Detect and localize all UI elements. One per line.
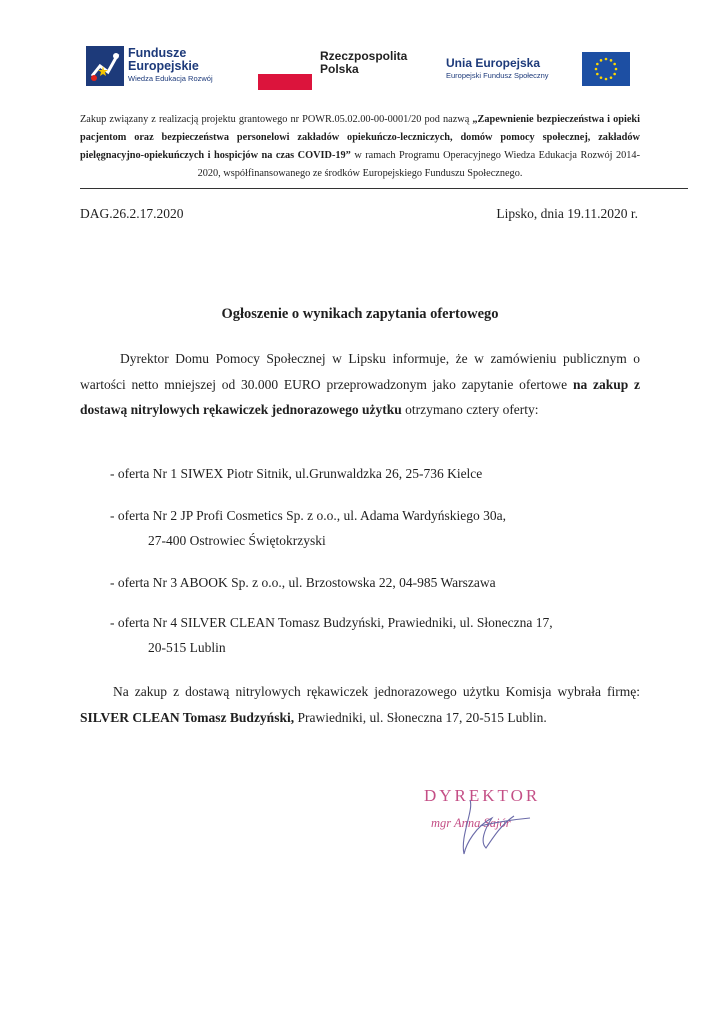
eu-star-icon — [605, 58, 608, 61]
rzeczpospolita-polska-logo — [258, 50, 418, 94]
rp-logo-line1: Rzeczpospolita — [320, 49, 408, 63]
fundusze-europejskie-logo — [86, 44, 236, 94]
notice-project-name: „Zapewnienie bezpieczeństwa i opieki pacjentom oraz bezpieczeństwa personelowi zakładów opiekuńczo-leczniczych, domów pomocy społecznej, zakładów pielęgnacyjno-opiekuńczych i hospicjów na czas COVID-19” — [80, 114, 640, 161]
eu-star-icon — [595, 68, 598, 71]
polish-flag-icon — [258, 74, 312, 90]
unia-europejska-logo — [446, 52, 631, 98]
fe-star-icon — [86, 46, 124, 86]
decision-text-1: Na zakup z dostawą nitrylowych rękawiczek jednorazowego użytku Komisja wybrała firmę: — [113, 684, 640, 699]
intro-subject: na zakup z dostawą nitrylowych rękawiczek jednorazowego użytku — [80, 376, 640, 417]
eu-star-icon — [610, 59, 613, 62]
list-item — [110, 570, 636, 595]
fe-logo-line1: Fundusze — [128, 46, 187, 60]
reference-number: DAG.26.2.17.2020 — [80, 206, 184, 221]
list-item — [110, 503, 636, 553]
fe-logo-line3: Wiedza Edukacja Rozwój — [128, 74, 213, 83]
decision-paragraph — [80, 679, 640, 730]
offer-3-line1: - oferta Nr 3 ABOOK Sp. z o.o., ul. Brzostowska 22, 04-985 Warszawa — [110, 575, 496, 590]
header-divider — [80, 188, 688, 189]
eu-star-icon — [610, 76, 613, 79]
document-title: Ogłoszenie o wynikach zapytania ofertowego — [221, 306, 499, 322]
fe-logo-line2: Europejskie — [128, 59, 199, 73]
offer-1-line1: - oferta Nr 1 SIWEX Piotr Sitnik, ul.Grunwaldzka 26, 25-736 Kielce — [110, 466, 483, 481]
offer-4-line2: 20-515 Lublin — [148, 640, 226, 655]
handwritten-signature — [440, 796, 550, 858]
ue-logo-line2: Europejski Fundusz Społeczny — [446, 71, 549, 80]
intro-text-1: Dyrektor Domu Pomocy Społecznej w Lipsku informuje, że w zamówieniu publicznym o wartości netto mniejszej od 30.000 EURO przeprowadzonym jako zapytanie ofertowe — [80, 351, 640, 392]
eu-star-icon — [613, 73, 616, 76]
offer-4-line1: - oferta Nr 4 SILVER CLEAN Tomasz Budzyński, Prawiedniki, ul. Słoneczna 17, — [110, 615, 553, 630]
list-item — [110, 610, 636, 660]
eu-flag-icon — [582, 52, 630, 86]
eu-star-icon — [615, 68, 618, 71]
notice-intro: Zakup związany z realizacją projektu grantowego nr POWR.05.02.00-00-0001/20 pod nazwą — [80, 114, 473, 125]
decision-text-2: Prawiedniki, ul. Słoneczna 17, 20-515 Lublin. — [294, 709, 547, 725]
offer-2-line2: 27-400 Ostrowiec Świętokrzyski — [148, 533, 326, 548]
eu-star-icon — [596, 63, 599, 66]
offer-2-line1: - oferta Nr 2 JP Profi Cosmetics Sp. z o.o., ul. Adama Wardyńskiego 30a, — [110, 508, 506, 523]
place-and-date: Lipsko, dnia 19.11.2020 r. — [496, 206, 638, 221]
eu-star-icon — [600, 76, 603, 79]
project-funding-notice — [80, 111, 640, 183]
eu-star-icon — [596, 73, 599, 76]
intro-text-2: otrzymano cztery oferty: — [401, 402, 539, 417]
eu-star-icon — [613, 63, 616, 66]
selected-company: SILVER CLEAN Tomasz Budzyński, — [80, 709, 295, 725]
notice-outro: w ramach Programu Operacyjnego Wiedza Edukacja Rozwój 2014-2020, współfinansowanego ze środków Europejskiego Funduszu Społecznego. — [197, 150, 641, 179]
list-item — [110, 461, 636, 486]
intro-paragraph — [80, 346, 640, 423]
eu-star-icon — [600, 59, 603, 62]
director-stamp-name: mgr Anna Sajór — [431, 816, 511, 830]
ue-logo-line1: Unia Europejska — [446, 56, 541, 70]
eu-star-icon — [605, 78, 608, 81]
rp-logo-line2: Polska — [320, 62, 359, 76]
director-stamp-title: DYREKTOR — [424, 786, 541, 805]
